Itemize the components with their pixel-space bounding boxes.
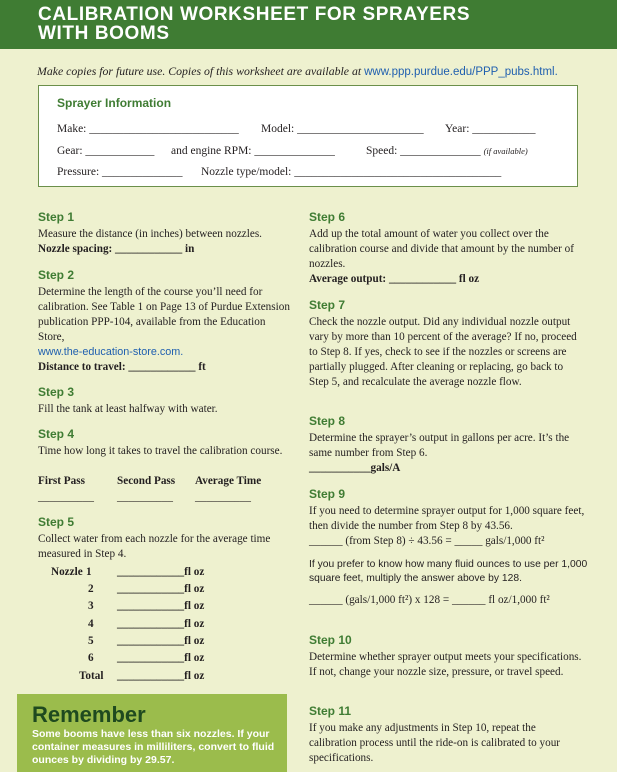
nozzle-3-label: 3 — [88, 600, 94, 612]
average-time-header: Average Time — [195, 475, 262, 487]
step-8-text: Determine the sprayer’s output in gallons per acre. It’s the same number from Step 6. ___________gals/A — [309, 432, 570, 474]
step-1 — [38, 210, 290, 257]
step-6-title: Step 6 — [309, 210, 346, 224]
year-field[interactable]: Year: ___________ — [445, 123, 536, 135]
step-4-title: Step 4 — [38, 427, 75, 441]
step-6 — [309, 210, 584, 287]
step-5-title: Step 5 — [38, 515, 75, 529]
step-5-text: Collect water from each nozzle for the average time measured in Step 4. — [38, 533, 271, 560]
sprayer-info-box — [38, 85, 578, 187]
average-output-field[interactable]: Average output: ____________ fl oz — [309, 273, 480, 285]
nozzle-4-label: 4 — [88, 618, 94, 630]
step-9-title: Step 9 — [309, 487, 346, 501]
remember-box — [17, 694, 287, 772]
step-2 — [38, 268, 290, 375]
formula-1[interactable]: ______ (from Step 8) ÷ 43.56 = _____ gals/1,000 ft² — [309, 535, 545, 547]
nozzle-label: Nozzle — [51, 566, 83, 578]
step-9-text: If you need to determine sprayer output for 1,000 square feet, then divide the number from Step 8 by 43.56. ______ (from Step 8) ÷ 43.56 = _____ gals/1,000 ft² — [309, 505, 585, 547]
nozzle-2-label: 2 — [88, 583, 94, 595]
step-4 — [38, 427, 290, 459]
nozzle-4-field[interactable]: ____________fl oz — [117, 618, 205, 630]
step-2-title: Step 2 — [38, 268, 75, 282]
formula-2[interactable]: ______ (gals/1,000 ft²) x 128 = ______ fl oz/1,000 ft² — [309, 594, 550, 606]
first-pass-header: First Pass — [38, 475, 85, 487]
nozzle-3-field[interactable]: ____________fl oz — [117, 600, 205, 612]
model-field[interactable]: Model: ______________________ — [261, 123, 424, 135]
rpm-field[interactable]: and engine RPM: ______________ — [171, 145, 335, 157]
nozzle-1-label: 1 — [86, 566, 92, 578]
total-label: Total — [79, 670, 104, 682]
intro-link[interactable]: www.ppp.purdue.edu/PPP_pubs.html. — [364, 66, 558, 78]
step-11-text: If you make any adjustments in Step 10, repeat the calibration process until the ride-on is calibrated to your specifications. — [309, 722, 561, 764]
intro-text: Make copies for future use. Copies of this worksheet are available at — [37, 64, 365, 78]
step-9-text-2: If you prefer to know how many fluid ounces to use per 1,000 square feet, multiply the answer above by 128. — [309, 559, 588, 584]
sprayer-info-title: Sprayer Information — [57, 96, 172, 110]
gals-per-acre-field[interactable]: ___________gals/A — [309, 462, 401, 474]
step-2-text: Determine the length of the course you’ll need for calibration. See Table 1 on Page 13 of Purdue Extension publication PPP-104, available from the Education Store, www.the-education-store.com. Distance to travel: ____________ ft — [38, 286, 290, 373]
step-10 — [309, 633, 584, 680]
title-banner — [0, 0, 617, 49]
speed-label: Speed: ______________ — [366, 145, 481, 157]
make-field[interactable]: Make: __________________________ — [57, 123, 239, 135]
step-10-title: Step 10 — [309, 633, 352, 647]
nozzle-type-field[interactable]: Nozzle type/model: ____________________________________ — [201, 166, 502, 178]
step-7-title: Step 7 — [309, 298, 346, 312]
step-4-text: Time how long it takes to travel the calibration course. — [38, 445, 283, 457]
pressure-field[interactable]: Pressure: ______________ — [57, 166, 183, 178]
remember-title: Remember — [32, 702, 146, 727]
distance-field[interactable]: Distance to travel: ____________ ft — [38, 361, 206, 373]
step-8 — [309, 414, 584, 476]
step-10-text: Determine whether sprayer output meets your specifications. If not, change your nozzle size, pressure, or travel speed. — [309, 651, 582, 678]
education-store-link[interactable]: www.the-education-store.com. — [38, 346, 184, 358]
step-3-text: Fill the tank at least halfway with water. — [38, 403, 218, 415]
step-7-text: Check the nozzle output. Did any individual nozzle output vary by more than 10 percent of the average? If no, proceed to Step 8. If yes, check to see if the nozzles or screens are partially plugged. After cleaning or replacing, go back to Step 5, and recalculate the average nozzle flow. — [309, 316, 577, 388]
step-6-text: Add up the total amount of water you collect over the calibration course and divide that amount by the number of nozzles. Average output: ____________ fl oz — [309, 228, 575, 285]
page-title: CALIBRATION WORKSHEET FOR SPRAYERS WITH BOOMS — [38, 4, 471, 44]
second-pass-header: Second Pass — [117, 475, 176, 487]
first-pass-blank[interactable]: __________ — [38, 491, 94, 503]
step-3 — [38, 385, 290, 417]
step-11-title: Step 11 — [309, 704, 352, 718]
step-8-title: Step 8 — [309, 414, 346, 428]
nozzle-1-field[interactable]: ____________fl oz — [117, 566, 205, 578]
nozzle-spacing-field[interactable]: Nozzle spacing: ____________ in — [38, 243, 195, 255]
nozzle-5-field[interactable]: ____________fl oz — [117, 635, 205, 647]
step-3-title: Step 3 — [38, 385, 75, 399]
step-11 — [309, 704, 584, 766]
step-1-text: Measure the distance (in inches) between nozzles. Nozzle spacing: ____________ in — [38, 228, 262, 255]
total-field[interactable]: ____________fl oz — [117, 670, 205, 682]
speed-field[interactable] — [366, 145, 528, 157]
nozzle-6-field[interactable]: ____________fl oz — [117, 652, 205, 664]
nozzle-5-label: 5 — [88, 635, 94, 647]
step-5 — [38, 515, 290, 562]
gear-field[interactable]: Gear: ____________ — [57, 145, 155, 157]
nozzle-2-field[interactable]: ____________fl oz — [117, 583, 205, 595]
nozzle-6-label: 6 — [88, 652, 94, 664]
step-7 — [309, 298, 584, 390]
step-9 — [309, 487, 591, 608]
intro-line — [37, 64, 558, 79]
step-1-title: Step 1 — [38, 210, 75, 224]
speed-note: (if available) — [483, 146, 528, 156]
remember-text: Some booms have less than six nozzles. If your container measures in milliliters, convert to fluid ounces by dividing by 29.57. — [32, 728, 275, 766]
second-pass-blank[interactable]: __________ — [117, 491, 173, 503]
average-time-blank[interactable]: __________ — [195, 491, 251, 503]
